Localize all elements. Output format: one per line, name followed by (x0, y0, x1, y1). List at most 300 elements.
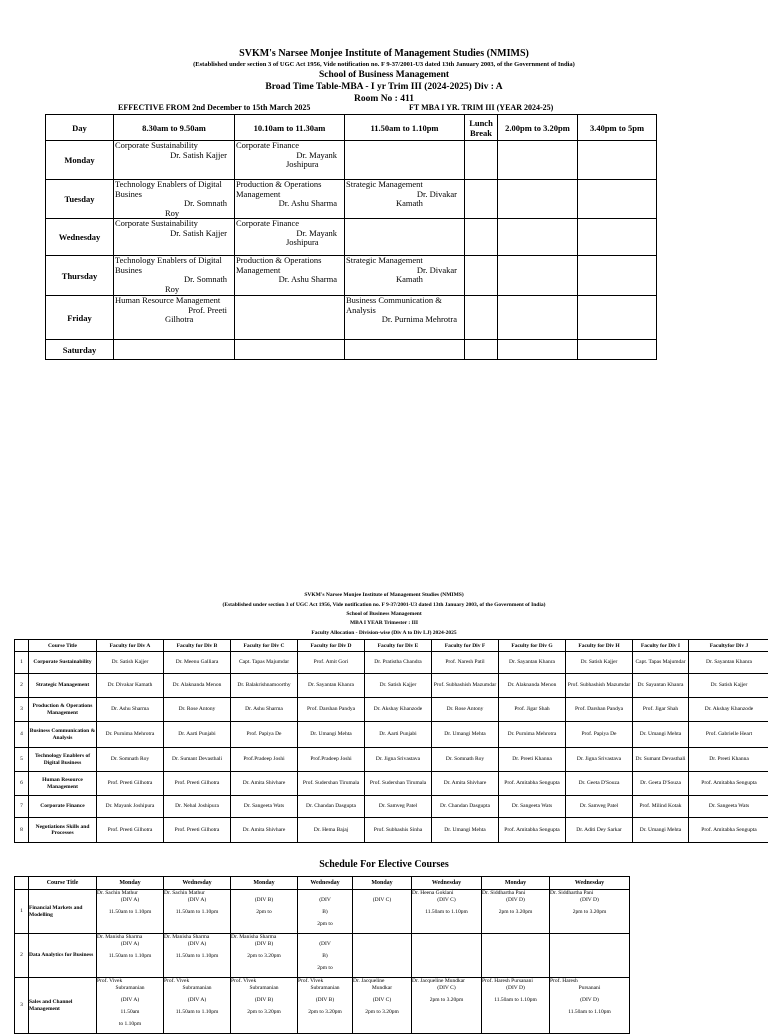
elective-line: (DIV D) (550, 897, 629, 909)
elective-col-header (15, 877, 29, 890)
faculty-name: Dr. Ashu Sharma (236, 199, 343, 209)
elective-line: Dr. Sachin Mathur (164, 890, 230, 897)
allocation-col-header: Faculty for Div A (97, 640, 164, 652)
elective-line: Pursanani (550, 985, 629, 997)
elective-line (482, 934, 549, 941)
elective-line (550, 953, 629, 965)
class-slot (114, 256, 235, 296)
course-title: Business Communication & Analysis (29, 722, 97, 748)
elective-slot (231, 934, 298, 978)
row-number: 8 (15, 818, 29, 843)
allocation-row (15, 818, 768, 843)
allocation-row (15, 796, 768, 818)
elective-slot (97, 934, 164, 978)
faculty-cell: Dr. Aditi Dey Sarkar (566, 818, 633, 843)
col-day: Day (46, 115, 114, 141)
elective-line: Subramanian (298, 985, 352, 997)
faculty-cell: Dr. Umangi Mehta (298, 722, 365, 748)
faculty-cell: Dr. Sayantan Khanra (633, 674, 689, 698)
allocation-col-header: Faculty for Div G (499, 640, 566, 652)
timetable-header-row (46, 115, 657, 141)
elective-line: (DIV D) (482, 897, 549, 909)
elective-col-header: Wednesday (550, 877, 630, 890)
faculty-cell: Prof. Preeti Gilhotra (164, 772, 231, 796)
course-title: Corporate Sustainability (29, 652, 97, 674)
class-slot (345, 219, 465, 256)
faculty-name-cont: Roy (115, 285, 233, 295)
elective-col-header: Monday (97, 877, 164, 890)
elective-line: Prof. Haresh Pursanani (482, 978, 549, 985)
course-name: Corporate Sustainability (115, 219, 233, 229)
elective-line: (DIV B) (231, 941, 297, 953)
faculty-cell: Dr. Umangi Mehta (432, 722, 499, 748)
allocation-col-header: Faculty for Div D (298, 640, 365, 652)
course-title: Human Resource Management (29, 772, 97, 796)
faculty-name: Dr. Satish Kajjer (115, 229, 233, 239)
faculty-cell: Dr. Akshay Khanzode (689, 698, 768, 722)
elective-line: B) (298, 909, 352, 921)
class-slot (345, 180, 465, 219)
faculty-cell: Capt. Tapas Majumdar (633, 652, 689, 674)
faculty-cell: Dr. Preeti Khanna (499, 748, 566, 772)
course-title: Negotiations Skills and Processes (29, 818, 97, 843)
elective-slot (231, 978, 298, 1034)
elective-line: 2pm to 3.20pm (412, 997, 481, 1009)
faculty-cell: Dr. Amita Shivhare (432, 772, 499, 796)
elective-line (353, 934, 411, 941)
elective-line: Subramanian (164, 985, 230, 997)
day-label: Friday (46, 296, 114, 340)
faculty-cell: Prof. Gabrielle Heart (689, 722, 768, 748)
faculty-cell: Dr. Satish Kajjer (566, 652, 633, 674)
course-name: Corporate Finance (236, 141, 343, 151)
elective-slot (164, 890, 231, 934)
timetable (45, 114, 657, 360)
empty-slot (498, 180, 578, 219)
elective-line: to 1.10pm (97, 1021, 163, 1033)
elective-slot (482, 890, 550, 934)
empty-slot (578, 180, 657, 219)
faculty-name-cont: Kamath (346, 275, 463, 285)
faculty-cell: Dr. Mayank Joshipura (97, 796, 164, 818)
faculty-cell: Prof. Naresh Patil (432, 652, 499, 674)
allocation-col-header: Facultyfor Div J (689, 640, 768, 652)
elective-line: (DIV A) (97, 941, 163, 953)
elective-slot (482, 978, 550, 1034)
day-label: Wednesday (46, 219, 114, 256)
faculty-cell: Capt. Tapas Majumdar (231, 652, 298, 674)
faculty-cell: Dr. Satish Kajjer (365, 674, 432, 698)
faculty-cell: Dr. Purnima Mehrotra (97, 722, 164, 748)
elective-line: Prof. Vivek (231, 978, 297, 985)
row-number: 2 (15, 934, 29, 978)
elective-slot (412, 890, 482, 934)
elective-line: (DIV A) (164, 941, 230, 953)
timetable-title: Broad Time Table-MBA - I yr Trim III (2024-2025) Div : A (0, 82, 768, 92)
elective-line: 2pm to (231, 909, 297, 921)
faculty-cell: Dr. Purnima Mehrotra (499, 722, 566, 748)
faculty-cell: Dr. Rose Antony (164, 698, 231, 722)
faculty-cell: Prof. Papiya De (566, 722, 633, 748)
course-name: Production & Operations Management (236, 180, 343, 199)
elective-line (353, 909, 411, 921)
timetable-row (46, 340, 657, 360)
empty-slot (465, 296, 498, 340)
empty-slot (498, 296, 578, 340)
empty-slot (578, 340, 657, 360)
faculty-cell: Prof. Subhashish Mazumdar (432, 674, 499, 698)
faculty-cell: Dr. Balakrishnamoorthy (231, 674, 298, 698)
elective-line (353, 890, 411, 897)
elective-line: Dr. Manisha Sharma (164, 934, 230, 941)
faculty-name-cont: Joshipura (236, 238, 343, 248)
day-label: Thursday (46, 256, 114, 296)
faculty-cell: Dr. Jigna Srivastava (566, 748, 633, 772)
elective-line: (DIV C) (412, 897, 481, 909)
course-name: Human Resource Management (115, 296, 233, 306)
faculty-cell: Dr. Ashu Sharma (97, 698, 164, 722)
allocation-col-header: Faculty for Div I (633, 640, 689, 652)
school-name: School of Business Management (0, 70, 768, 80)
faculty-cell: Dr. Divakar Kamath (97, 674, 164, 698)
row-number: 1 (15, 652, 29, 674)
elective-line: Subramanian (97, 985, 163, 997)
class-slot (114, 180, 235, 219)
elective-slot (550, 934, 630, 978)
faculty-cell: Dr. Sangeeta Wats (499, 796, 566, 818)
elective-line: 11.50am to 1.10pm (97, 909, 163, 921)
col-slot-3: 11.50am to 1.10pm (345, 115, 465, 141)
elective-line (412, 934, 481, 941)
class-slot (114, 219, 235, 256)
elective-line (482, 941, 549, 953)
col-lunch: Lunch Break (465, 115, 498, 141)
row-number: 4 (15, 722, 29, 748)
faculty-cell: Dr. Chandan Dasgupta (298, 796, 365, 818)
allocation-row (15, 652, 768, 674)
elective-line: (DIV (298, 941, 352, 953)
faculty-name: Dr. Satish Kajjer (115, 151, 233, 161)
elective-line: 11.50am (97, 1009, 163, 1021)
empty-slot (578, 296, 657, 340)
faculty-cell: Prof. Jigar Shah (633, 698, 689, 722)
elective-line: (DIV D) (550, 997, 629, 1009)
elective-line: (DIV A) (164, 997, 230, 1009)
faculty-cell: Dr. Sangeeta Wats (231, 796, 298, 818)
empty-slot (578, 141, 657, 180)
empty-slot (498, 219, 578, 256)
elective-line: 11.50am to 1.10pm (412, 909, 481, 921)
col-slot-4: 2.00pm to 3.20pm (498, 115, 578, 141)
elective-line: Dr. Jacqueline (353, 978, 411, 985)
elective-col-header: Monday (482, 877, 550, 890)
faculty-cell: Dr. Aarti Punjabi (164, 722, 231, 748)
elective-slot (412, 934, 482, 978)
class-slot (235, 141, 345, 180)
row-number: 1 (15, 890, 29, 934)
class-slot (114, 141, 235, 180)
elective-slot (412, 978, 482, 1034)
elective-line: 2pm to 3.20pm (353, 1009, 411, 1021)
elective-col-header: Wednesday (412, 877, 482, 890)
course-title: Corporate Finance (29, 796, 97, 818)
empty-slot (465, 219, 498, 256)
elective-line: Dr. Manisha Sharma (231, 934, 297, 941)
elective-row (15, 890, 630, 934)
elective-line: (DIV A) (164, 897, 230, 909)
timetable-row (46, 296, 657, 340)
faculty-cell: Dr. Sumant Devasthali (633, 748, 689, 772)
elective-line: (DIV B) (298, 997, 352, 1009)
elective-slot (550, 890, 630, 934)
faculty-cell: Dr. Alaknanda Menon (164, 674, 231, 698)
faculty-cell: Dr. Satish Kajjer (97, 652, 164, 674)
faculty-cell: Prof. Jigar Shah (499, 698, 566, 722)
faculty-cell: Prof. Darshan Pandya (298, 698, 365, 722)
faculty-cell: Dr. Samveg Patel (365, 796, 432, 818)
class-slot (345, 141, 465, 180)
faculty-name: Dr. Mayank (236, 229, 343, 239)
day-label: Monday (46, 141, 114, 180)
faculty-cell: Dr. Rose Antony (432, 698, 499, 722)
elective-line: Dr. Heena Goklani (412, 890, 481, 897)
allocation-col-header: Faculty for Div F (432, 640, 499, 652)
timetable-row (46, 219, 657, 256)
elective-line: 11.50am to 1.10pm (164, 909, 230, 921)
empty-slot (465, 340, 498, 360)
elective-col-header: Course Title (29, 877, 97, 890)
faculty-cell: Prof. Subhashish Mazumdar (566, 674, 633, 698)
faculty-cell: Dr. Pratistha Chandra (365, 652, 432, 674)
class-slot (235, 256, 345, 296)
faculty-cell: Prof. Subhashis Sinha (365, 818, 432, 843)
elective-line: 2pm to 3.20pm (298, 1009, 352, 1021)
faculty-cell: Prof. Preeti Gilhotra (97, 818, 164, 843)
allocation-col-header: Faculty for Div H (566, 640, 633, 652)
allocation-title: Faculty Allocation - Division-wise (Div A to Div LJ) 2024-2025 (0, 630, 768, 636)
faculty-cell: Prof. Milind Kotak (633, 796, 689, 818)
faculty-cell: Dr. Chandan Dasgupta (432, 796, 499, 818)
elective-line: Prof. Vivek (164, 978, 230, 985)
elective-line (298, 934, 352, 941)
elective-line (412, 953, 481, 965)
class-slot (235, 340, 345, 360)
course-title: Strategic Management (29, 674, 97, 698)
allocation-col-header: Faculty for Div E (365, 640, 432, 652)
class-slot (345, 340, 465, 360)
course-name: Technology Enablers of Digital Busines (115, 256, 233, 275)
elective-line: 11.50am to 1.10pm (550, 1009, 629, 1021)
course-title: Financial Markets and Modelling (29, 890, 97, 934)
allocation-row (15, 722, 768, 748)
elective-line: (DIV A) (97, 997, 163, 1009)
elective-line (353, 953, 411, 965)
row-number: 2 (15, 674, 29, 698)
elective-slot (164, 978, 231, 1034)
course-title: Sales and Channel Management (29, 978, 97, 1034)
elective-line: (DIV B) (231, 997, 297, 1009)
faculty-name: Dr. Divakar (346, 266, 463, 276)
elective-line: Mundkar (353, 985, 411, 997)
empty-slot (465, 256, 498, 296)
timetable-row (46, 180, 657, 219)
elective-slot (482, 934, 550, 978)
faculty-name: Dr. Somnath (115, 199, 233, 209)
class-slot (114, 296, 235, 340)
course-name: Strategic Management (346, 180, 463, 190)
program-label: FT MBA I YR. TRIM III (YEAR 2024-25) (409, 103, 553, 112)
timetable-row (46, 141, 657, 180)
faculty-cell: Dr. Sayantan Khanra (689, 652, 768, 674)
faculty-allocation-table (14, 639, 768, 843)
elective-line: Subramanian (231, 985, 297, 997)
faculty-cell: Prof. Preeti Gilhotra (164, 818, 231, 843)
faculty-cell: Dr. Somnath Roy (432, 748, 499, 772)
faculty-cell: Prof. Amitabha Sengupta (689, 772, 768, 796)
elective-line: 11.50am to 1.10pm (482, 997, 549, 1009)
elective-line: Prof. Haresh (550, 978, 629, 985)
day-label: Tuesday (46, 180, 114, 219)
faculty-cell: Prof. Amitabha Sengupta (499, 772, 566, 796)
row-number: 3 (15, 978, 29, 1034)
allocation-col-header: Faculty for Div B (164, 640, 231, 652)
faculty-cell: Dr. Sayantan Khanra (499, 652, 566, 674)
faculty-cell: Dr. Meenu Galliara (164, 652, 231, 674)
faculty-cell: Dr. Aarti Punjabi (365, 722, 432, 748)
faculty-name-cont: Gilhotra (115, 315, 233, 325)
elective-line (482, 953, 549, 965)
row-number: 7 (15, 796, 29, 818)
faculty-name: Dr. Divakar (346, 190, 463, 200)
allocation-header-row (15, 640, 768, 652)
elective-slot (298, 978, 353, 1034)
elective-line: (DIV D) (482, 985, 549, 997)
elective-slot (298, 890, 353, 934)
empty-slot (498, 256, 578, 296)
year-label: MBA I YEAR Trimester : III (0, 620, 768, 626)
timetable-row (46, 256, 657, 296)
elective-line: 2pm to 3.20pm (482, 909, 549, 921)
faculty-name-cont: Joshipura (236, 160, 343, 170)
elective-line: (DIV (298, 897, 352, 909)
elective-line (550, 941, 629, 953)
elective-col-header: Wednesday (298, 877, 353, 890)
elective-schedule-table (14, 876, 630, 1034)
empty-slot (465, 180, 498, 219)
elective-header-row (15, 877, 630, 890)
class-slot (235, 219, 345, 256)
course-title: Production & Operations Management (29, 698, 97, 722)
faculty-cell: Dr. Jigna Srivastava (365, 748, 432, 772)
faculty-cell: Prof. Amitabha Sengupta (499, 818, 566, 843)
row-number: 5 (15, 748, 29, 772)
faculty-name: Dr. Somnath (115, 275, 233, 285)
elective-line: 2pm to (298, 921, 352, 933)
faculty-cell: Prof. Amitabha Sengupta (689, 818, 768, 843)
elective-line: (DIV C) (412, 985, 481, 997)
faculty-name: Dr. Mayank (236, 151, 343, 161)
faculty-cell: Dr. Hema Bajaj (298, 818, 365, 843)
allocation-col-header: Faculty for Div C (231, 640, 298, 652)
elective-line (231, 890, 297, 897)
institute-name-2: SVKM's Narsee Monjee Institute of Management Studies (NMIMS) (0, 592, 768, 598)
course-name: Technology Enablers of Digital Busines (115, 180, 233, 199)
faculty-cell: Dr. Ashu Sharma (231, 698, 298, 722)
faculty-cell: Dr. Satish Kajjer (689, 674, 768, 698)
faculty-cell: Dr. Umangi Mehta (432, 818, 499, 843)
col-slot-5: 3.40pm to 5pm (578, 115, 657, 141)
faculty-cell: Dr. Amita Shivhare (231, 818, 298, 843)
faculty-cell: Dr. Preeti Khanna (689, 748, 768, 772)
allocation-row (15, 748, 768, 772)
elective-slot (353, 890, 412, 934)
elective-line: Dr. Siddhartha Pani (550, 890, 629, 897)
elective-line: Dr. Manisha Sharma (97, 934, 163, 941)
course-title: Technology Enablers of Digital Business (29, 748, 97, 772)
elective-slot (353, 978, 412, 1034)
class-slot (345, 256, 465, 296)
elective-line (412, 941, 481, 953)
day-label: Saturday (46, 340, 114, 360)
faculty-cell: Dr. Somnath Roy (97, 748, 164, 772)
faculty-cell: Dr. Sumant Devasthali (164, 748, 231, 772)
col-slot-2: 10.10am to 11.30am (235, 115, 345, 141)
course-title: Data Analytics for Business (29, 934, 97, 978)
elective-line: Prof. Vivek (298, 978, 352, 985)
elective-line: 11.50am to 1.10pm (164, 953, 230, 965)
faculty-cell: Dr. Nehal Joshipura (164, 796, 231, 818)
empty-slot (578, 256, 657, 296)
row-number: 3 (15, 698, 29, 722)
elective-line: 2pm to (298, 965, 352, 977)
faculty-cell: Dr. Umangi Mehta (633, 722, 689, 748)
faculty-cell: Prof.Pradeep Joshi (298, 748, 365, 772)
faculty-cell: Dr. Akshay Khanzode (365, 698, 432, 722)
faculty-cell: Dr. Alaknanda Menon (499, 674, 566, 698)
faculty-cell: Prof. Sudershan Tirumala (365, 772, 432, 796)
faculty-cell: Prof.Pradeep Joshi (231, 748, 298, 772)
elective-line: Dr. Jacqueline Mundkar (412, 978, 481, 985)
faculty-cell: Prof. Preeti Gilhotra (97, 772, 164, 796)
class-slot (235, 296, 345, 340)
faculty-cell: Dr. Geeta D'Souza (633, 772, 689, 796)
elective-row (15, 934, 630, 978)
room-number: Room No : 411 (0, 94, 768, 104)
elective-slot (298, 934, 353, 978)
elective-title: Schedule For Elective Courses (0, 859, 768, 870)
elective-line (550, 934, 629, 941)
elective-line: (DIV A) (97, 897, 163, 909)
school-name-2: School of Business Management (0, 611, 768, 617)
faculty-cell: Dr. Amita Shivhare (231, 772, 298, 796)
elective-line: 11.50am to 1.10pm (164, 1009, 230, 1021)
course-name: Strategic Management (346, 256, 463, 266)
effective-dates: EFFECTIVE FROM 2nd December to 15th March 2025 (118, 103, 310, 112)
empty-slot (578, 219, 657, 256)
faculty-cell: Prof. Amit Gori (298, 652, 365, 674)
allocation-col-header: Course Title (29, 640, 97, 652)
elective-line: (DIV B) (231, 897, 297, 909)
establishment-note-2: (Established under section 3 of UGC Act 1956, Vide notification no. F 9-37/2001-U3 dated 13th January 2003, of the Government of India) (0, 602, 768, 608)
elective-slot (550, 978, 630, 1034)
elective-col-header: Wednesday (164, 877, 231, 890)
elective-row (15, 978, 630, 1034)
class-slot (235, 180, 345, 219)
elective-slot (353, 934, 412, 978)
elective-col-header: Monday (231, 877, 298, 890)
elective-slot (97, 890, 164, 934)
faculty-name-cont: Roy (115, 209, 233, 219)
